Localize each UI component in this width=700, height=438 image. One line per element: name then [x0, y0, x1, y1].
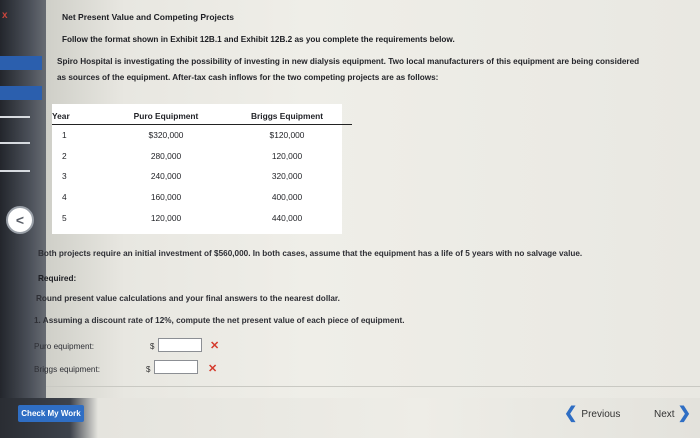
- puro-npv-input[interactable]: [158, 338, 202, 352]
- puro-answer-label: Puro equipment:: [34, 342, 95, 351]
- cash-inflows-table: [52, 108, 352, 228]
- year-cell: 3: [62, 171, 67, 182]
- puro-cell: 280,000: [150, 150, 182, 161]
- previous-label: Previous: [581, 408, 621, 420]
- currency-symbol: $: [146, 365, 151, 374]
- briggs-answer-label: Briggs equipment:: [34, 365, 100, 374]
- rounding-note: Round present value calculations and your final answers to the nearest dollar.: [36, 294, 340, 303]
- question-1: 1. Assuming a discount rate of 12%, compute the net present value of each piece of equipment.: [34, 316, 405, 325]
- year-cell: 5: [62, 212, 67, 223]
- next-label: Next: [654, 408, 675, 420]
- chevron-left-icon: <: [15, 212, 25, 228]
- briggs-cell: 440,000: [271, 212, 303, 223]
- check-my-work-button[interactable]: Check My Work: [18, 405, 84, 422]
- briggs-cell: 400,000: [271, 192, 303, 203]
- briggs-cell: $120,000: [269, 130, 305, 141]
- problem-intro-continued: as sources of the equipment. After-tax cash inflows for the two competing projects are as follows:: [57, 73, 439, 82]
- briggs-cell: 120,000: [271, 150, 303, 161]
- nav-marker: [0, 86, 42, 100]
- puro-cell: 240,000: [150, 171, 182, 182]
- divider: [0, 170, 30, 172]
- divider: [46, 386, 700, 387]
- briggs-cell: 320,000: [271, 171, 303, 182]
- puro-cell: 160,000: [150, 192, 182, 203]
- puro-cell: 120,000: [150, 212, 182, 223]
- divider: [0, 116, 30, 118]
- table-row: [52, 125, 352, 146]
- required-heading: Required:: [38, 274, 77, 283]
- divider: [0, 142, 30, 144]
- briggs-npv-input[interactable]: [154, 360, 198, 374]
- table-row: [52, 166, 352, 187]
- collapse-back-button[interactable]: [6, 206, 34, 234]
- instruction-text: Follow the format shown in Exhibit 12B.1 and Exhibit 12B.2 as you complete the requirements below.: [62, 35, 455, 44]
- incorrect-icon: ✕: [208, 363, 218, 375]
- header-year: Year: [52, 108, 110, 125]
- close-icon[interactable]: x: [2, 10, 8, 21]
- year-cell: 2: [62, 150, 67, 161]
- puro-cell: $320,000: [148, 130, 184, 141]
- page-title: Net Present Value and Competing Projects: [62, 12, 234, 22]
- header-puro: Puro Equipment: [110, 108, 222, 125]
- table-header-row: [52, 108, 352, 125]
- incorrect-icon: ✕: [210, 340, 220, 352]
- table-row: [52, 146, 352, 167]
- next-button[interactable]: [654, 404, 691, 424]
- chevron-left-icon: ❮: [564, 405, 578, 422]
- previous-button[interactable]: [564, 404, 620, 424]
- currency-symbol: $: [150, 342, 155, 351]
- problem-intro: Spiro Hospital is investigating the possibility of investing in new dialysis equipment. Two local manufacturers of this equipment are being considered: [57, 57, 640, 66]
- year-cell: 4: [62, 192, 67, 203]
- header-briggs: Briggs Equipment: [222, 108, 352, 125]
- chevron-right-icon: ❯: [677, 405, 691, 422]
- table-row: [52, 187, 352, 208]
- year-cell: 1: [62, 130, 67, 141]
- assumption-text: Both projects require an initial investment of $560,000. In both cases, assume that the equipment has a life of 5 years with no salvage value.: [38, 249, 583, 258]
- nav-marker: [0, 56, 42, 70]
- table-row: [52, 207, 352, 228]
